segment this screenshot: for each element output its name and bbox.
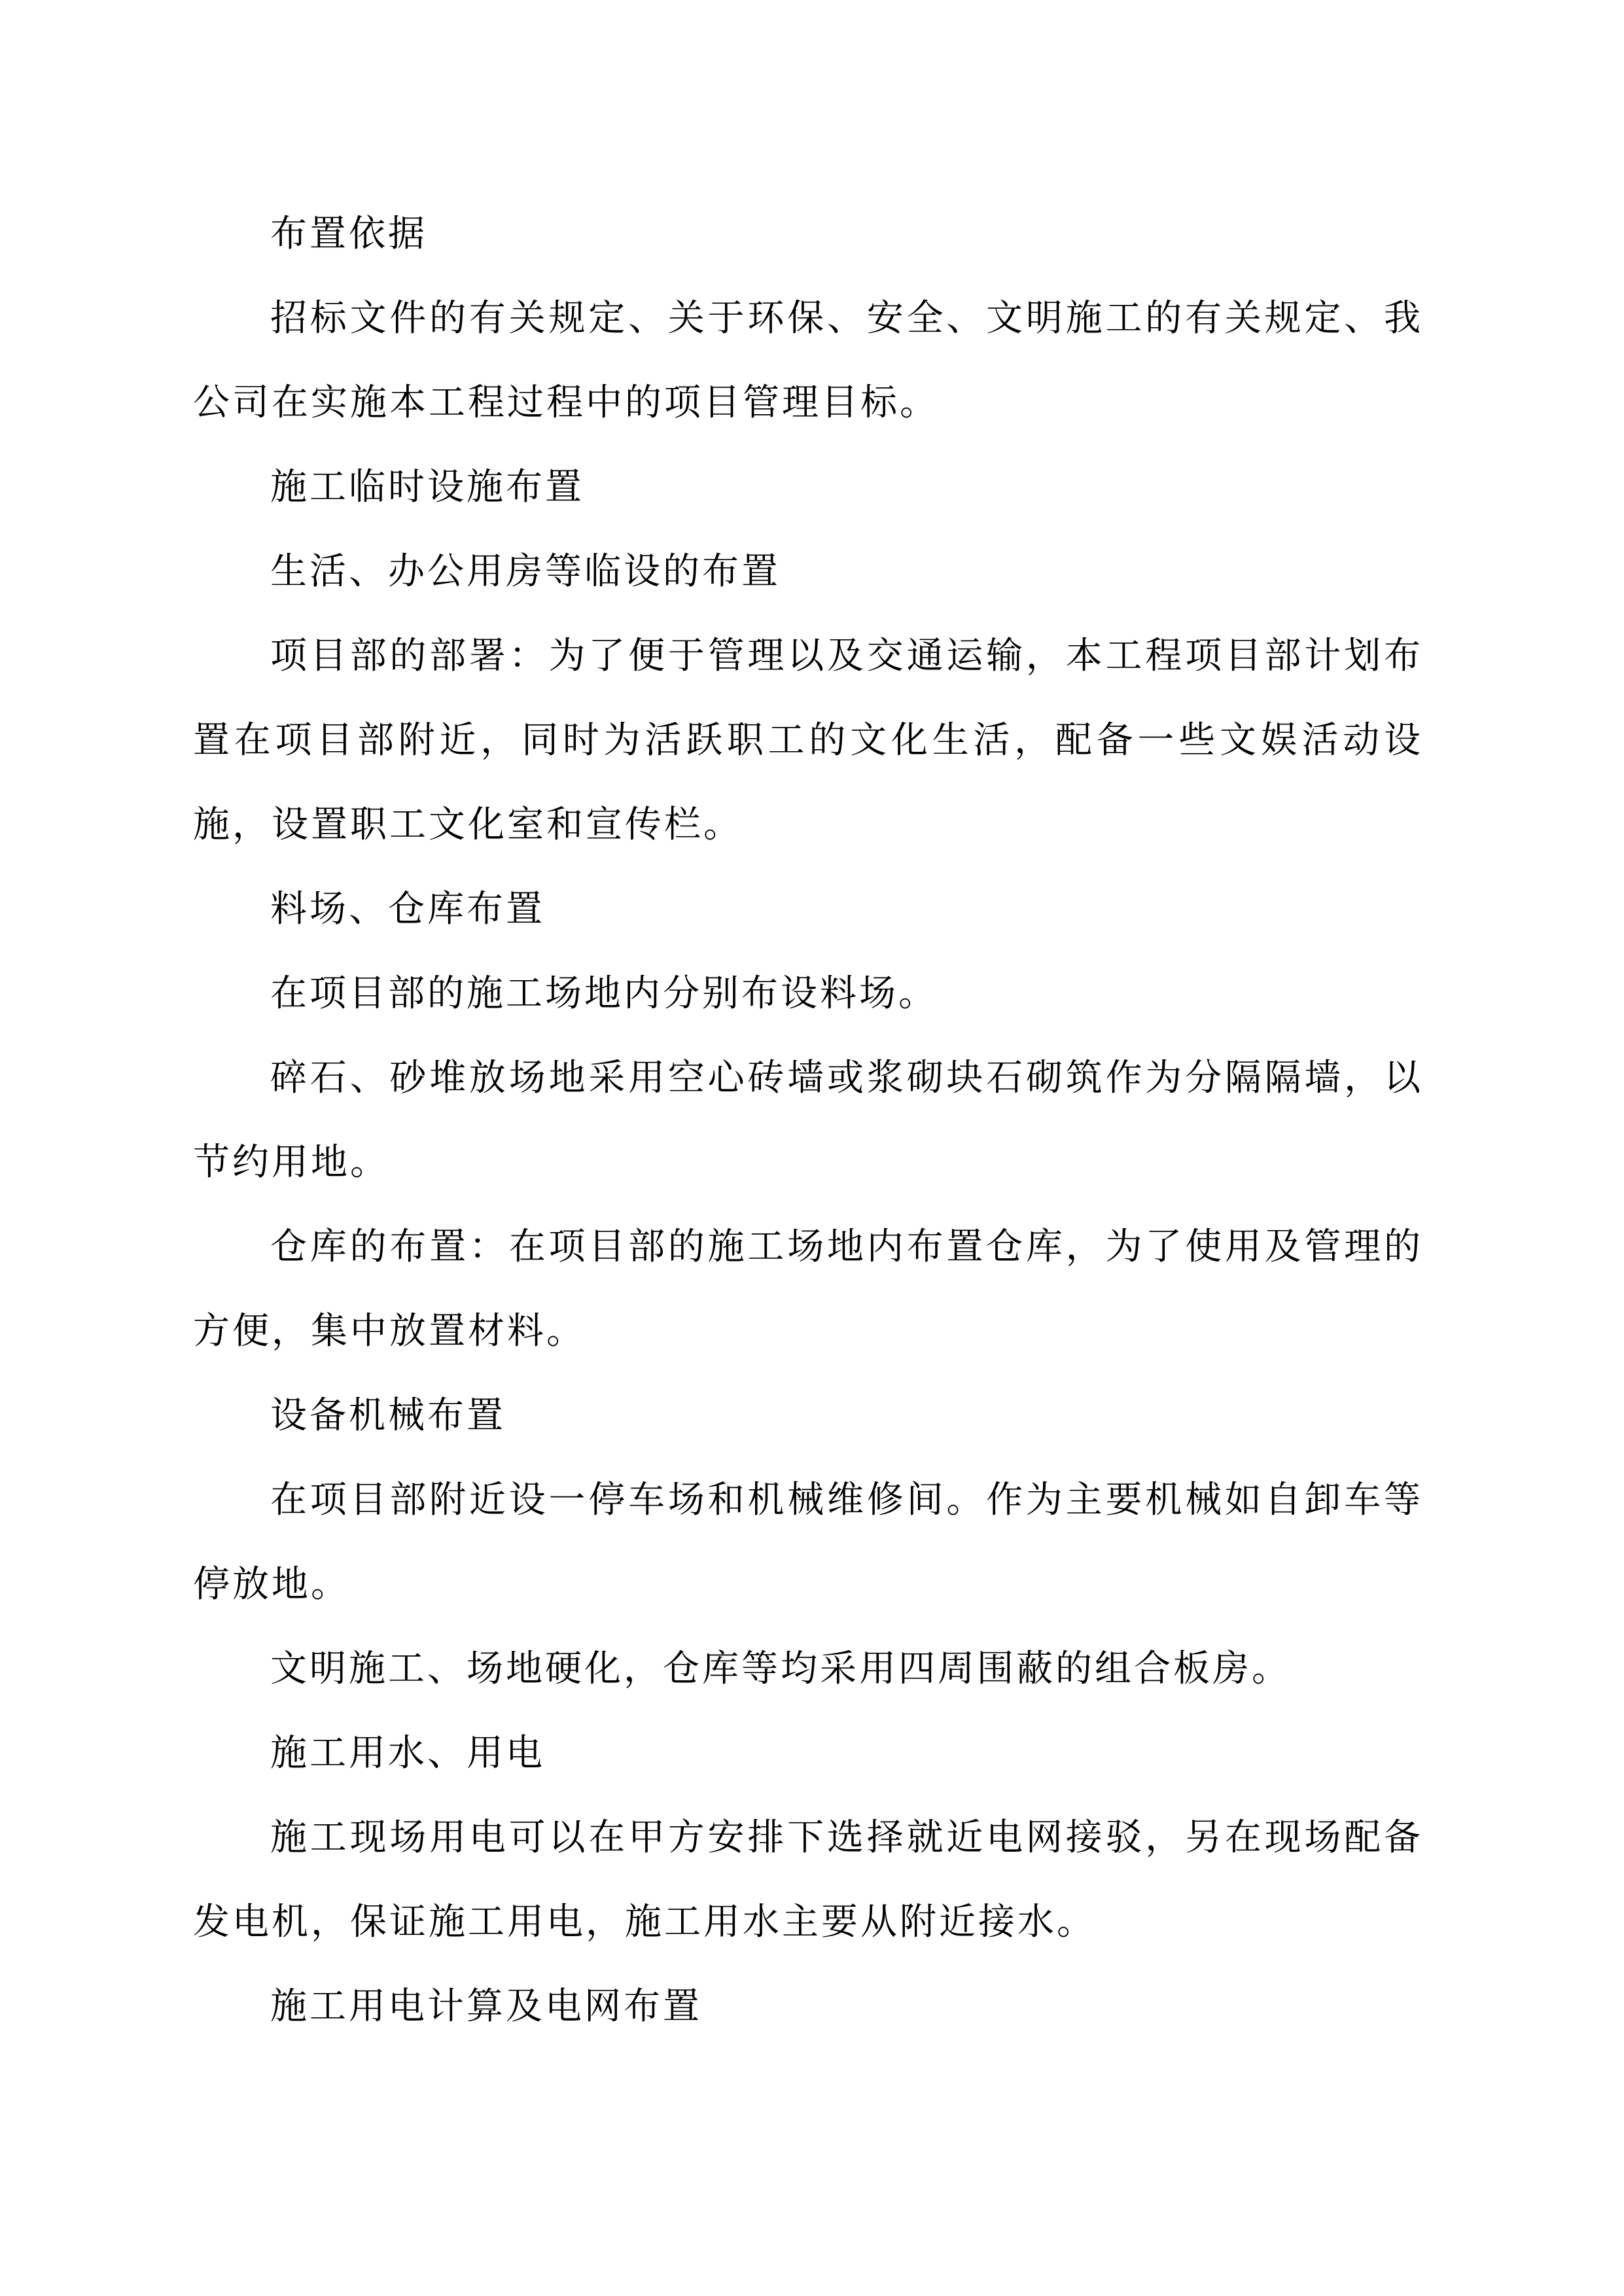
paragraph-parking-repair: 在项目部附近设一停车场和机械维修间。作为主要机械如自卸车等停放地。 bbox=[193, 1479, 1423, 1606]
section-heading-water-power: 施工用水、用电 bbox=[270, 1732, 545, 1775]
section-heading-living-office-housing: 生活、办公用房等临设的布置 bbox=[270, 550, 781, 593]
paragraph-civilized-construction: 文明施工、场地硬化，仓库等均采用四周围蔽的组合板房。 bbox=[270, 1648, 1291, 1690]
paragraph-gravel-sand-storage: 碎石、砂堆放场地采用空心砖墙或浆砌块石砌筑作为分隔隔墙，以节约用地。 bbox=[193, 1057, 1423, 1184]
paragraph-project-department: 项目部的部署：为了便于管理以及交通运输，本工程项目部计划布置在项目部附近，同时为活跃职工的文化生活，配备一些文娱活动设施，设置职工文化室和宣传栏。 bbox=[193, 635, 1423, 846]
paragraph-power-supply: 施工现场用电可以在甲方安排下选择就近电网接驳，另在现场配备发电机，保证施工用电，施工用水主要从附近接水。 bbox=[193, 1816, 1423, 1943]
paragraph-warehouse-layout: 仓库的布置：在项目部的施工场地内布置仓库，为了使用及管理的方便，集中放置材料。 bbox=[193, 1226, 1423, 1352]
document-body bbox=[193, 192, 1423, 2049]
section-heading-power-calculation: 施工用电计算及电网布置 bbox=[270, 1985, 702, 2028]
section-heading-equipment-layout: 设备机械布置 bbox=[270, 1394, 506, 1437]
paragraph-material-yard: 在项目部的施工场地内分别布设料场。 bbox=[270, 972, 938, 1015]
section-heading-material-yard-warehouse: 料场、仓库布置 bbox=[270, 888, 545, 930]
section-heading-temporary-facilities: 施工临时设施布置 bbox=[270, 466, 584, 508]
paragraph-layout-basis: 招标文件的有关规定、关于环保、安全、文明施工的有关规定、我公司在实施本工程过程中的项目管理目标。 bbox=[193, 297, 1423, 424]
section-heading-layout-basis: 布置依据 bbox=[270, 213, 427, 255]
